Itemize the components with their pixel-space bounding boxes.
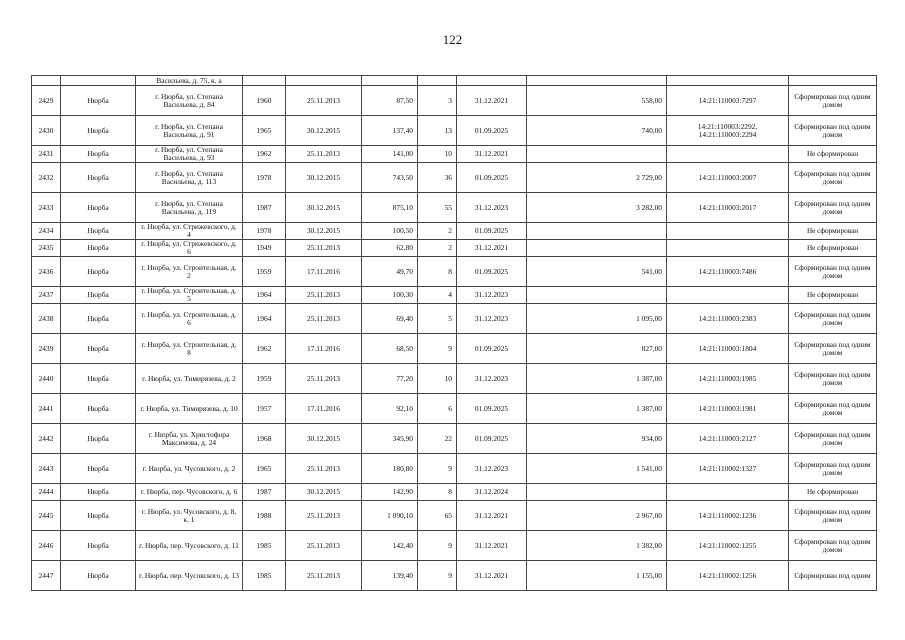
build-year-cell: 1965 bbox=[243, 454, 286, 484]
area-value-cell bbox=[527, 484, 667, 501]
area-cell: 180,80 bbox=[362, 454, 418, 484]
area-value-cell bbox=[527, 287, 667, 304]
locality-cell: Нюрба bbox=[61, 561, 136, 591]
area-cell: 100,30 bbox=[362, 287, 418, 304]
land-status-cell: Сформирован под одним домом bbox=[789, 531, 877, 561]
locality-cell: Нюрба bbox=[61, 531, 136, 561]
cadastral-number-cell: 14:21:110002:1256 bbox=[667, 561, 789, 591]
deadline-date-cell: 31.12.2021 bbox=[457, 86, 527, 116]
build-year-cell: 1949 bbox=[243, 240, 286, 257]
inclusion-date-cell: 25.11.2013 bbox=[286, 287, 362, 304]
land-status-cell: Сформирован под одним bbox=[789, 561, 877, 591]
row-number-cell: 2445 bbox=[32, 501, 61, 531]
inclusion-date-cell: 25.11.2013 bbox=[286, 501, 362, 531]
inclusion-date-cell: 30.12.2015 bbox=[286, 163, 362, 193]
build-year-cell: 1987 bbox=[243, 193, 286, 223]
address-cell: г. Нюрба, ул. Строительная, д. 2 bbox=[136, 257, 243, 287]
area-value-cell bbox=[527, 76, 667, 86]
row-number-cell: 2437 bbox=[32, 287, 61, 304]
land-status-cell: Сформирован под одним домом bbox=[789, 501, 877, 531]
cadastral-number-cell bbox=[667, 146, 789, 163]
area-cell: 139,40 bbox=[362, 561, 418, 591]
table-row bbox=[32, 223, 877, 240]
inclusion-date-cell: 17.11.2016 bbox=[286, 334, 362, 364]
address-cell: г. Нюрба, пер. Чусовского, д. 13 bbox=[136, 561, 243, 591]
build-year-cell bbox=[243, 76, 286, 86]
build-year-cell: 1985 bbox=[243, 531, 286, 561]
area-cell: 142,40 bbox=[362, 531, 418, 561]
cadastral-number-cell: 14:21:110003:7297 bbox=[667, 86, 789, 116]
area-value-cell: 740,00 bbox=[527, 116, 667, 146]
locality-cell: Нюрба bbox=[61, 501, 136, 531]
cadastral-number-cell bbox=[667, 223, 789, 240]
locality-cell: Нюрба bbox=[61, 223, 136, 240]
address-cell: г. Нюрба, ул. Стрижевского, д. 4 bbox=[136, 223, 243, 240]
area-value-cell: 558,00 bbox=[527, 86, 667, 116]
area-value-cell: 541,00 bbox=[527, 257, 667, 287]
housing-registry-table bbox=[31, 75, 877, 591]
cadastral-number-cell: 14:21:110003:2383 bbox=[667, 304, 789, 334]
land-status-cell: Сформирован под одним домом bbox=[789, 163, 877, 193]
deadline-date-cell: 01.09.2025 bbox=[457, 394, 527, 424]
locality-cell: Нюрба bbox=[61, 257, 136, 287]
locality-cell: Нюрба bbox=[61, 287, 136, 304]
table-row bbox=[32, 394, 877, 424]
residents-cell: 10 bbox=[418, 146, 457, 163]
deadline-date-cell: 01.09.2025 bbox=[457, 257, 527, 287]
area-value-cell: 3 282,00 bbox=[527, 193, 667, 223]
residents-cell: 3 bbox=[418, 86, 457, 116]
area-cell: 77,20 bbox=[362, 364, 418, 394]
cadastral-number-cell: 14:21:110003:2007 bbox=[667, 163, 789, 193]
residents-cell: 2 bbox=[418, 223, 457, 240]
address-cell: г. Нюрба, ул. Степана Васильева, д. 84 bbox=[136, 86, 243, 116]
address-cell: г. Нюрба, ул. Степана Васильева, д. 113 bbox=[136, 163, 243, 193]
cadastral-number-cell: 14:21:110003:2127 bbox=[667, 424, 789, 454]
area-value-cell: 1 387,00 bbox=[527, 364, 667, 394]
inclusion-date-cell: 25.11.2013 bbox=[286, 86, 362, 116]
land-status-cell: Не сформирован bbox=[789, 223, 877, 240]
inclusion-date-cell: 30.12.2015 bbox=[286, 223, 362, 240]
build-year-cell: 1959 bbox=[243, 364, 286, 394]
land-status-cell: Сформирован под одним домом bbox=[789, 334, 877, 364]
inclusion-date-cell: 25.11.2013 bbox=[286, 304, 362, 334]
area-value-cell: 1 541,00 bbox=[527, 454, 667, 484]
deadline-date-cell: 01.09.2025 bbox=[457, 334, 527, 364]
land-status-cell: Сформирован под одним домом bbox=[789, 364, 877, 394]
deadline-date-cell: 31.12.2023 bbox=[457, 454, 527, 484]
area-cell: 100,50 bbox=[362, 223, 418, 240]
locality-cell: Нюрба bbox=[61, 394, 136, 424]
area-value-cell: 2 729,00 bbox=[527, 163, 667, 193]
cadastral-number-cell bbox=[667, 240, 789, 257]
table-row bbox=[32, 240, 877, 257]
deadline-date-cell: 31.12.2023 bbox=[457, 193, 527, 223]
area-cell: 141,00 bbox=[362, 146, 418, 163]
table-row bbox=[32, 484, 877, 501]
locality-cell: Нюрба bbox=[61, 86, 136, 116]
row-number-cell: 2436 bbox=[32, 257, 61, 287]
row-number-cell: 2440 bbox=[32, 364, 61, 394]
area-cell: 87,50 bbox=[362, 86, 418, 116]
row-number-cell: 2430 bbox=[32, 116, 61, 146]
cadastral-number-cell bbox=[667, 287, 789, 304]
residents-cell: 9 bbox=[418, 561, 457, 591]
inclusion-date-cell: 25.11.2013 bbox=[286, 240, 362, 257]
locality-cell: Нюрба bbox=[61, 484, 136, 501]
land-status-cell: Не сформирован bbox=[789, 240, 877, 257]
residents-cell: 6 bbox=[418, 394, 457, 424]
row-number-cell: 2446 bbox=[32, 531, 61, 561]
area-cell: 1 090,10 bbox=[362, 501, 418, 531]
build-year-cell: 1959 bbox=[243, 257, 286, 287]
table-row bbox=[32, 76, 877, 86]
deadline-date-cell: 31.12.2021 bbox=[457, 501, 527, 531]
locality-cell: Нюрба bbox=[61, 334, 136, 364]
inclusion-date-cell: 30.12.2015 bbox=[286, 484, 362, 501]
build-year-cell: 1960 bbox=[243, 86, 286, 116]
row-number-cell: 2441 bbox=[32, 394, 61, 424]
inclusion-date-cell bbox=[286, 76, 362, 86]
table-row bbox=[32, 193, 877, 223]
residents-cell: 36 bbox=[418, 163, 457, 193]
row-number-cell: 2443 bbox=[32, 454, 61, 484]
address-cell: г. Нюрба, ул. Строительная, д. 8 bbox=[136, 334, 243, 364]
build-year-cell: 1964 bbox=[243, 287, 286, 304]
deadline-date-cell: 01.09.2025 bbox=[457, 163, 527, 193]
deadline-date-cell: 01.09.2025 bbox=[457, 223, 527, 240]
table-row bbox=[32, 501, 877, 531]
cadastral-number-cell: 14:21:110002:1255 bbox=[667, 531, 789, 561]
land-status-cell: Не сформирован bbox=[789, 484, 877, 501]
build-year-cell: 1987 bbox=[243, 484, 286, 501]
area-cell: 68,50 bbox=[362, 334, 418, 364]
area-value-cell: 2 967,00 bbox=[527, 501, 667, 531]
table-row bbox=[32, 163, 877, 193]
residents-cell: 9 bbox=[418, 531, 457, 561]
deadline-date-cell: 31.12.2024 bbox=[457, 484, 527, 501]
deadline-date-cell: 01.09.2025 bbox=[457, 116, 527, 146]
land-status-cell: Сформирован под одним домом bbox=[789, 454, 877, 484]
cadastral-number-cell bbox=[667, 484, 789, 501]
inclusion-date-cell: 25.11.2013 bbox=[286, 454, 362, 484]
row-number-cell: 2429 bbox=[32, 86, 61, 116]
address-cell: г. Нюрба, пер. Чусовского, д. 11 bbox=[136, 531, 243, 561]
area-cell: 142,90 bbox=[362, 484, 418, 501]
locality-cell: Нюрба bbox=[61, 163, 136, 193]
build-year-cell: 1962 bbox=[243, 146, 286, 163]
address-cell: г. Нюрба, ул. Чусовского, д. 8, к. 1 bbox=[136, 501, 243, 531]
deadline-date-cell: 31.12.2023 bbox=[457, 304, 527, 334]
row-number-cell: 2431 bbox=[32, 146, 61, 163]
residents-cell: 65 bbox=[418, 501, 457, 531]
locality-cell bbox=[61, 76, 136, 86]
table-row bbox=[32, 364, 877, 394]
locality-cell: Нюрба bbox=[61, 424, 136, 454]
cadastral-number-cell: 14:21:110002:1236 bbox=[667, 501, 789, 531]
locality-cell: Нюрба bbox=[61, 193, 136, 223]
residents-cell: 22 bbox=[418, 424, 457, 454]
inclusion-date-cell: 17.11.2016 bbox=[286, 394, 362, 424]
cadastral-number-cell bbox=[667, 76, 789, 86]
residents-cell: 9 bbox=[418, 334, 457, 364]
build-year-cell: 1968 bbox=[243, 424, 286, 454]
locality-cell: Нюрба bbox=[61, 304, 136, 334]
deadline-date-cell: 01.09.2025 bbox=[457, 424, 527, 454]
build-year-cell: 1957 bbox=[243, 394, 286, 424]
area-value-cell: 934,00 bbox=[527, 424, 667, 454]
land-status-cell: Сформирован под одним домом bbox=[789, 257, 877, 287]
residents-cell: 55 bbox=[418, 193, 457, 223]
deadline-date-cell: 31.12.2021 bbox=[457, 531, 527, 561]
area-cell: 875,10 bbox=[362, 193, 418, 223]
residents-cell: 13 bbox=[418, 116, 457, 146]
row-number-cell bbox=[32, 76, 61, 86]
deadline-date-cell: 31.12.2023 bbox=[457, 287, 527, 304]
area-value-cell: 1 155,00 bbox=[527, 561, 667, 591]
cadastral-number-cell: 14:21:110002:1327 bbox=[667, 454, 789, 484]
address-cell: Васильева, д. 75, к. а bbox=[136, 76, 243, 86]
address-cell: г. Нюрба, ул. Степана Васильева, д. 91 bbox=[136, 116, 243, 146]
table-row bbox=[32, 531, 877, 561]
row-number-cell: 2447 bbox=[32, 561, 61, 591]
row-number-cell: 2442 bbox=[32, 424, 61, 454]
area-value-cell: 1 095,00 bbox=[527, 304, 667, 334]
row-number-cell: 2444 bbox=[32, 484, 61, 501]
table-body bbox=[32, 76, 877, 591]
address-cell: г. Нюрба, ул. Строительная, д. 6 bbox=[136, 304, 243, 334]
land-status-cell: Сформирован под одним домом bbox=[789, 86, 877, 116]
row-number-cell: 2438 bbox=[32, 304, 61, 334]
land-status-cell: Сформирован под одним домом bbox=[789, 116, 877, 146]
area-cell: 345,90 bbox=[362, 424, 418, 454]
inclusion-date-cell: 25.11.2013 bbox=[286, 364, 362, 394]
address-cell: г. Нюрба, ул. Тимирязева, д. 10 bbox=[136, 394, 243, 424]
build-year-cell: 1965 bbox=[243, 116, 286, 146]
address-cell: г. Нюрба, ул. Тимирязева, д. 2 bbox=[136, 364, 243, 394]
area-cell: 92,10 bbox=[362, 394, 418, 424]
area-value-cell bbox=[527, 223, 667, 240]
page-number: 122 bbox=[442, 32, 463, 47]
inclusion-date-cell: 17.11.2016 bbox=[286, 257, 362, 287]
address-cell: г. Нюрба, ул. Чусовского, д. 2 bbox=[136, 454, 243, 484]
locality-cell: Нюрба bbox=[61, 240, 136, 257]
cadastral-number-cell: 14:21:110003:2017 bbox=[667, 193, 789, 223]
residents-cell: 8 bbox=[418, 257, 457, 287]
locality-cell: Нюрба bbox=[61, 146, 136, 163]
table-row bbox=[32, 424, 877, 454]
row-number-cell: 2435 bbox=[32, 240, 61, 257]
locality-cell: Нюрба bbox=[61, 364, 136, 394]
deadline-date-cell: 31.12.2021 bbox=[457, 146, 527, 163]
cadastral-number-cell: 14:21:110003:2292, 14:21:110003:2294 bbox=[667, 116, 789, 146]
land-status-cell: Сформирован под одним домом bbox=[789, 304, 877, 334]
residents-cell: 4 bbox=[418, 287, 457, 304]
build-year-cell: 1988 bbox=[243, 501, 286, 531]
area-value-cell: 1 387,00 bbox=[527, 394, 667, 424]
deadline-date-cell bbox=[457, 76, 527, 86]
address-cell: г. Нюрба, ул. Степана Васильева, д. 93 bbox=[136, 146, 243, 163]
land-status-cell: Сформирован под одним домом bbox=[789, 193, 877, 223]
area-value-cell bbox=[527, 146, 667, 163]
build-year-cell: 1964 bbox=[243, 304, 286, 334]
inclusion-date-cell: 25.11.2013 bbox=[286, 531, 362, 561]
residents-cell: 8 bbox=[418, 484, 457, 501]
address-cell: г. Нюрба, ул. Степана Васильева, д. 119 bbox=[136, 193, 243, 223]
inclusion-date-cell: 25.11.2013 bbox=[286, 146, 362, 163]
deadline-date-cell: 31.12.2021 bbox=[457, 561, 527, 591]
build-year-cell: 1978 bbox=[243, 163, 286, 193]
row-number-cell: 2434 bbox=[32, 223, 61, 240]
land-status-cell: Не сформирован bbox=[789, 287, 877, 304]
residents-cell: 2 bbox=[418, 240, 457, 257]
cadastral-number-cell: 14:21:110003:1804 bbox=[667, 334, 789, 364]
land-status-cell: Не сформирован bbox=[789, 146, 877, 163]
deadline-date-cell: 31.12.2023 bbox=[457, 364, 527, 394]
inclusion-date-cell: 25.11.2013 bbox=[286, 561, 362, 591]
cadastral-number-cell: 14:21:110003:7486 bbox=[667, 257, 789, 287]
table-row bbox=[32, 561, 877, 591]
area-cell: 137,40 bbox=[362, 116, 418, 146]
build-year-cell: 1985 bbox=[243, 561, 286, 591]
build-year-cell: 1978 bbox=[243, 223, 286, 240]
residents-cell bbox=[418, 76, 457, 86]
residents-cell: 5 bbox=[418, 304, 457, 334]
area-cell bbox=[362, 76, 418, 86]
address-cell: г. Нюрба, ул. Стрижевского, д. 6 bbox=[136, 240, 243, 257]
build-year-cell: 1962 bbox=[243, 334, 286, 364]
row-number-cell: 2432 bbox=[32, 163, 61, 193]
row-number-cell: 2433 bbox=[32, 193, 61, 223]
land-status-cell bbox=[789, 76, 877, 86]
area-value-cell: 1 382,00 bbox=[527, 531, 667, 561]
area-cell: 62,80 bbox=[362, 240, 418, 257]
land-status-cell: Сформирован под одним домом bbox=[789, 424, 877, 454]
table-row bbox=[32, 454, 877, 484]
address-cell: г. Нюрба, ул. Строительная, д. 5 bbox=[136, 287, 243, 304]
area-cell: 49,70 bbox=[362, 257, 418, 287]
area-value-cell: 827,00 bbox=[527, 334, 667, 364]
area-cell: 69,40 bbox=[362, 304, 418, 334]
row-number-cell: 2439 bbox=[32, 334, 61, 364]
inclusion-date-cell: 30.12.2015 bbox=[286, 193, 362, 223]
inclusion-date-cell: 30.12.2015 bbox=[286, 116, 362, 146]
locality-cell: Нюрба bbox=[61, 116, 136, 146]
locality-cell: Нюрба bbox=[61, 454, 136, 484]
address-cell: г. Нюрба, пер. Чусовского, д. 6 bbox=[136, 484, 243, 501]
table-row bbox=[32, 86, 877, 116]
deadline-date-cell: 31.12.2021 bbox=[457, 240, 527, 257]
inclusion-date-cell: 30.12.2015 bbox=[286, 424, 362, 454]
table-row bbox=[32, 334, 877, 364]
table-row bbox=[32, 257, 877, 287]
cadastral-number-cell: 14:21:110003:1981 bbox=[667, 394, 789, 424]
area-value-cell bbox=[527, 240, 667, 257]
table-row bbox=[32, 287, 877, 304]
table-row bbox=[32, 304, 877, 334]
residents-cell: 9 bbox=[418, 454, 457, 484]
residents-cell: 10 bbox=[418, 364, 457, 394]
area-cell: 743,50 bbox=[362, 163, 418, 193]
table-row bbox=[32, 146, 877, 163]
address-cell: г. Нюрба, ул. Христофора Максимова, д. 24 bbox=[136, 424, 243, 454]
land-status-cell: Сформирован под одним домом bbox=[789, 394, 877, 424]
cadastral-number-cell: 14:21:110003:1985 bbox=[667, 364, 789, 394]
table-row bbox=[32, 116, 877, 146]
